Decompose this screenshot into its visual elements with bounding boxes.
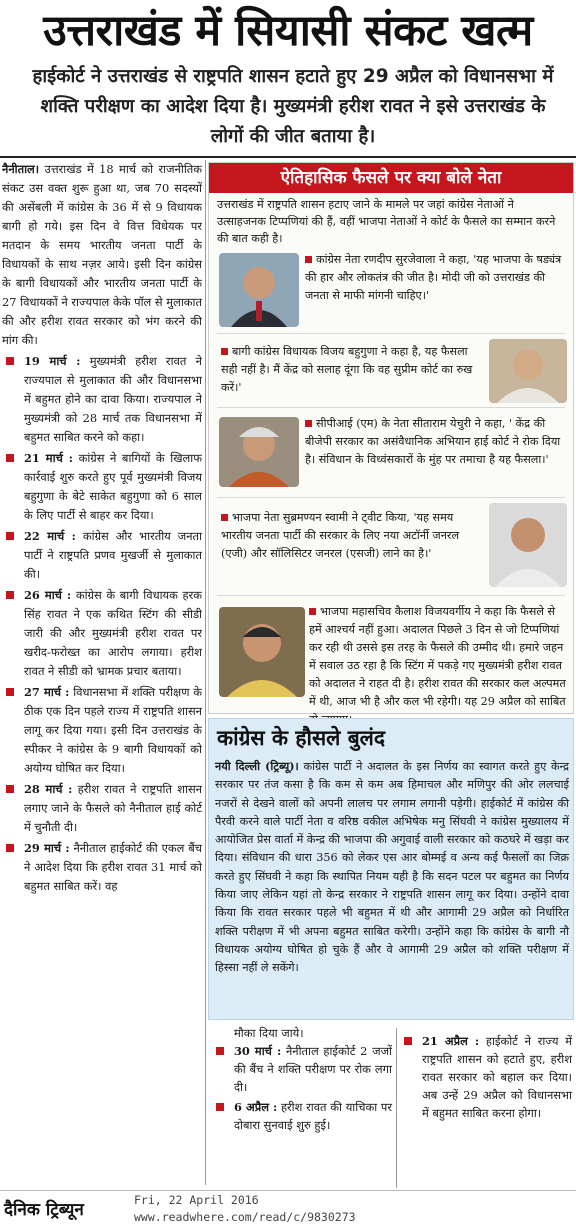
footer	[0, 1190, 576, 1228]
timeline-item	[2, 352, 202, 447]
leader-photo	[219, 607, 305, 697]
bullet-marker	[6, 454, 14, 462]
bullet-marker	[221, 348, 228, 355]
bullet-marker	[305, 420, 312, 427]
bullet-marker	[6, 357, 14, 365]
timeline-list	[2, 352, 202, 896]
headline: उत्तराखंड में सियासी संकट खत्म	[43, 6, 533, 56]
timeline-date: 19 मार्च :	[24, 354, 81, 368]
box-dateline: नयी दिल्ली (ट्रिब्यू)।	[215, 759, 299, 773]
timeline-list	[400, 1032, 572, 1122]
quote-item	[221, 343, 483, 397]
bullet-marker	[305, 256, 312, 263]
panel-intro: उत्तराखंड में राष्ट्रपति शासन हटाए जाने के मामले पर जहां कांग्रेस नेताओं ने उत्साहजनक टिप्पणियां की हैं, वहीं भाजपा नेताओं ने कोर्ट के फैसले का सम्मान करने की बात कही है।	[217, 198, 556, 245]
edition-date: Fri, 22 April 2016	[134, 1193, 259, 1207]
quote-divider	[217, 407, 565, 408]
timeline-text: नैनीताल हाईकोर्ट की एकल बैंच ने आदेश दिया कि हरीश रावत 31 मार्च को बहुमत साबित करें। वह	[24, 841, 202, 893]
column-divider	[205, 160, 206, 1185]
timeline-item	[212, 1098, 392, 1134]
bullet-marker	[216, 1047, 224, 1055]
quote-divider	[217, 595, 565, 596]
timeline-text: हाईकोर्ट ने राज्य में राष्ट्रपति शासन को हटाते हुए, हरीश रावत सरकार को बहाल कर दिया। अब उन्हें 29 अप्रैल को विधानसभा में बहुमत साबित करना होगा।	[422, 1034, 572, 1120]
dateline: नैनीताल।	[2, 162, 40, 176]
timeline-date: 6 अप्रैल :	[234, 1100, 278, 1114]
bullet-marker	[216, 1103, 224, 1111]
bullet-marker	[221, 514, 228, 521]
bullet-marker	[404, 1037, 412, 1045]
quote-item	[305, 415, 565, 469]
timeline-item	[2, 449, 202, 525]
congress-box	[208, 718, 574, 1020]
timeline-text: कांग्रेस के बागी विधायक हरक सिंह रावत ने एक कथित स्टिंग की सीडी जारी की और मुख्यमंत्री हरीश रावत पर खरीद-फरोख्त का आरोप लगाया। हरीश रावत ने सीडी को भ्रामक प्रचार बताया।	[24, 588, 202, 678]
intro-paragraph	[2, 160, 202, 350]
timeline-date: 29 मार्च :	[24, 841, 70, 855]
timeline-item	[2, 683, 202, 778]
quote-text: कांग्रेस नेता रणदीप सुरजेवाला ने कहा, 'यह भाजपा के षड्यंत्र की हार और लोकतंत्र की जीत है। मोदी जी को उत्तराखंड की जनता से माफी मांगनी चाहिए।'	[305, 253, 562, 302]
timeline-date: 21 मार्च :	[24, 451, 73, 465]
leader-photo	[219, 253, 299, 327]
quote-text: भाजपा महासचिव कैलाश विजयवर्गीय ने कहा कि फैसले से हमें आश्चर्य नहीं हुआ। अदालत पिछले 3 दिन से जो टिप्पणियां कर रही थी उससे इस तरह के फैसले की उम्मीद थी। हमारे जहन में सवाल उठ रहा है कि स्टिंग में पकड़े गए मुख्यमंत्री हरीश रावत को अदालत ने राहत दी है। हरीश रावत की सरकार कल अल्पमत में थी, आज भी है और कल भी रहेगी। यह 29 अप्रैल को साबित	[309, 605, 566, 708]
timeline-middle-column	[212, 1024, 392, 1136]
timeline-date: 26 मार्च :	[24, 588, 72, 602]
source-url[interactable]: www.readwhere.com/read/c/9830273	[134, 1210, 356, 1224]
timeline-right-column	[400, 1032, 572, 1124]
bullet-marker	[6, 532, 14, 540]
timeline-item	[2, 586, 202, 681]
bullet-marker	[309, 608, 316, 615]
leader-photo	[489, 339, 567, 403]
timeline-text: विधानसभा में शक्ति परीक्षण के ठीक एक दिन पहले राज्य में राष्ट्रपति शासन लागू कर दिया गया। इसी दिन उत्तराखंड के स्पीकर ने कांग्रेस के 9 बागी विधायकों को अयोग्य घोषित कर दिया।	[24, 685, 202, 775]
bullet-marker	[6, 844, 14, 852]
top-rule	[0, 156, 576, 158]
box-title: कांग्रेस के हौसले बुलंद	[217, 726, 386, 750]
timeline-text: हरीश रावत की याचिका पर दोबारा सुनवाई शुरु हुई।	[234, 1100, 393, 1132]
timeline-text: मुख्यमंत्री हरीश रावत ने राज्यपाल से मुलाकात की और विधानसभा में बहुमत होने का दावा किया। राज्यपाल ने मुख्यमंत्री को 28 मार्च तक विधानसभा में बहुमत साबित करने को कहा।	[24, 354, 202, 444]
leader-photo	[219, 417, 299, 487]
reactions-panel	[208, 162, 574, 714]
panel-title: ऐतिहासिक फैसले पर क्या बोले नेता	[209, 163, 573, 193]
quote-item	[309, 603, 567, 729]
timeline-text: कांग्रेस ने बागियों के खिलाफ कार्रवाई शुरु करते हुए पूर्व मुख्यमंत्री विजय बहुगुणा के बेटे साकेत बहुगुणा को 6 साल के लिए पार्टी से बाहर कर दिया।	[24, 451, 202, 522]
timeline-item	[2, 527, 202, 584]
quote-item	[305, 251, 565, 305]
quote-text: सीपीआई (एम) के नेता सीताराम येचुरी ने कहा, ' केंद्र की बीजेपी सरकार का असंवैधानिक अभियान हाई कोर्ट ने रोक दिया है। संविधान के विध्वंसकारों के मुंह पर तमाचा है यह फैसला।'	[305, 417, 561, 466]
timeline-date: 28 मार्च :	[24, 782, 73, 796]
quote-divider	[217, 333, 565, 334]
timeline-date: 30 मार्च :	[234, 1044, 282, 1058]
timeline-item	[400, 1032, 572, 1122]
quote-text: बागी कांग्रेस विधायक विजय बहुगुणा ने कहा है, यह फैसला सही नहीं है। मैं केंद्र को सलाह दूंगा कि वह सुप्रीम कोर्ट का रुख करें।'	[221, 345, 473, 394]
bullet-marker	[6, 688, 14, 696]
deck-summary: हाईकोर्ट ने उत्तराखंड से राष्ट्रपति शासन हटाते हुए 29 अप्रैल को विधानसभा में शक्ति परीक्षण का आदेश दिया है। मुख्यमंत्री हरीश रावत ने इसे उत्तराखंड के लोगों की जीत बताया है।	[32, 66, 554, 147]
timeline-text: नैनीताल हाईकोर्ट 2 जजों की बैंच ने शक्ति परीक्षण पर रोक लगा दी।	[234, 1044, 393, 1094]
quote-text: भाजपा नेता सुब्रमण्यन स्वामी ने ट्वीट किया, 'यह समय भारतीय जनता पार्टी की सरकार के लिए नया अटॉर्नी जनरल (एजी) और सॉलिसिटर जनरल (एसजी) लाने का है।'	[221, 511, 460, 560]
timeline-text: कांग्रेस और भारतीय जनता पार्टी ने राष्ट्रपति प्रणव मुखर्जी से मुलाकात की।	[24, 529, 202, 581]
timeline-date: 21 अप्रैल :	[422, 1034, 480, 1048]
quote-item	[221, 509, 483, 563]
timeline-date: 22 मार्च :	[24, 529, 76, 543]
timeline-item	[212, 1042, 392, 1096]
quote-divider	[217, 497, 565, 498]
box-body	[215, 757, 569, 978]
timeline-date: 27 मार्च :	[24, 685, 70, 699]
box-text: कांग्रेस पार्टी ने अदालत के इस निर्णय का स्वागत करते हुए केन्द्र सरकार पर तंज कसा है कि कम से कम अब हिमाचल और मणिपुर की ओर ललचाई नजरों से देखने वालों को अपनी लालच पर लगाम लगानी पड़ेगी। हाईकोर्ट में कांग्रेस की पैरवी करने वाले पार्टी नेता व वरिष्ठ वकील अभिषेक मनु सिंघवी ने कांग्रेस मुख्यालय में आयोजित प्रेस वार्ता में केन्द्र की भाजपा की अगुवाई वाली सरकार को कठघरे में खड़ा कर दिया। संविधान की धारा 356 को लेकर एस आर बोम्मई व अन्य कई फैसलों का जिक्र करते हुए सिंघवी ने कहा कि स्थापित नियम यही है कि सदन पटल पर बहुमत का निर्णय किया जाए लेकिन यहां तो केन्द्र सरकार ने राष्ट्रपति शासन लागू कर दिया। उन्होंने दावा किया कि रावत सरकार पहले भी बहुमत में थी और आगामी 29 अप्रैल को निर्धारित शक्ति परीक्षण में भी अपना बहुमत साबित करेगी। उन्होंने कहा कि कांग्रेस के बागी नौ विधायक अयोग्य घोषित हो चुके हैं और वे आगामी 29 अप्रैल को शक्ति परीक्षण में हिस्सा नहीं ले सकेंगे।	[215, 760, 569, 975]
intro-text: उत्तराखंड में 18 मार्च को राजनीतिक संकट उस वक्त शुरू हुआ था, जब 70 सदस्यों की असेंबली में कांग्रेस के 36 में से 9 विधायक बागी हो गये। इस दिन वे वित्त विधेयक पर मतदान के समय भारतीय जनता पार्टी के विधायकों के साथ नज़र आये। इसी दिन कांग्रेस के बागी विधायकों और भारतीय जनता पार्टी के 27 विधायकों ने राज्यपाल केके पॉल से मुलाकात की और हरीश रावत सरकार को भंग करने की मांग की।	[2, 162, 202, 347]
timeline-text: हरीश रावत ने राष्ट्रपति शासन लगाए जाने के फैसले को नैनीताल हाई कोर्ट में चुनौती दी।	[24, 782, 202, 834]
bullet-marker	[6, 591, 14, 599]
continued-text: मौका दिया जाये।	[234, 1026, 304, 1040]
timeline-column	[2, 160, 202, 1150]
newspaper-logo: दैनिक ट्रिब्यून	[4, 1200, 84, 1220]
timeline-item	[2, 780, 202, 837]
bullet-marker	[6, 785, 14, 793]
leader-photo	[489, 503, 567, 587]
column-divider	[396, 1028, 397, 1188]
timeline-item	[2, 839, 202, 896]
timeline-list	[212, 1042, 392, 1134]
